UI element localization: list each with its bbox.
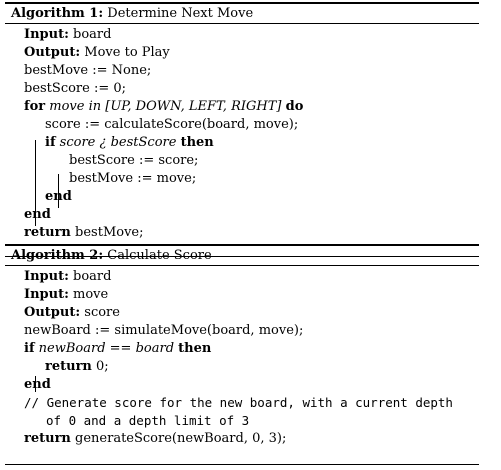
return-zero-line — [5, 358, 479, 376]
caption-title: Determine Next Move — [107, 6, 254, 21]
bottom-rule — [5, 464, 479, 465]
algorithm-1 — [5, 2, 479, 257]
init-best-move-line: bestMove := None; — [24, 63, 152, 78]
return-keyword: return — [24, 431, 71, 446]
end-for-line: end — [24, 207, 51, 222]
comment-line: // Generate score for the new board, with a current depth — [24, 395, 453, 410]
input-move-line — [5, 286, 479, 304]
caption-label: Algorithm 1: — [11, 6, 104, 21]
output-value: Move to Play — [84, 45, 170, 60]
if-condition: score ¿ bestScore — [59, 135, 177, 150]
for-keyword: for — [24, 99, 46, 114]
output-keyword: Output: — [24, 45, 81, 60]
algorithm-2 — [5, 244, 479, 465]
for-line — [5, 98, 479, 116]
algorithm-body — [5, 266, 479, 464]
input-keyword: Input: — [24, 269, 69, 284]
return-keyword: return — [24, 225, 71, 240]
if-line — [5, 340, 479, 358]
end-if-line: end — [24, 377, 51, 392]
return-keyword: return — [45, 359, 92, 374]
for-condition: move in [UP, DOWN, LEFT, RIGHT] — [49, 99, 282, 114]
comment-continuation-line: of 0 and a depth limit of 3 — [46, 413, 250, 428]
if-keyword: if — [24, 341, 35, 356]
algorithm-caption — [5, 4, 479, 23]
algorithm-caption — [5, 246, 479, 265]
then-keyword: then — [180, 135, 214, 150]
return-value: bestMove; — [75, 225, 144, 240]
caption-label: Algorithm 2: — [11, 248, 104, 263]
then-keyword: then — [178, 341, 212, 356]
return-value: 0; — [96, 359, 109, 374]
if-line — [5, 134, 479, 152]
set-best-move-line: bestMove := move; — [69, 171, 197, 186]
end-if-line: end — [45, 189, 72, 204]
new-board-line: newBoard := simulateMove(board, move); — [24, 323, 304, 338]
return-line — [5, 430, 479, 448]
do-keyword: do — [285, 99, 304, 114]
input-line — [5, 26, 479, 44]
algorithm-body — [5, 24, 479, 256]
init-best-score-line: bestScore := 0; — [24, 81, 127, 96]
if-condition: newBoard == board — [38, 341, 175, 356]
input-keyword: Input: — [24, 27, 69, 42]
output-line — [5, 304, 479, 322]
input-value: move — [73, 287, 109, 302]
output-value: score — [84, 305, 120, 320]
set-best-score-line: bestScore := score; — [69, 153, 199, 168]
input-board-line — [5, 268, 479, 286]
if-keyword: if — [45, 135, 56, 150]
input-value: board — [73, 269, 112, 284]
output-line — [5, 44, 479, 62]
return-line — [5, 224, 479, 242]
input-keyword: Input: — [24, 287, 69, 302]
return-value: generateScore(newBoard, 0, 3); — [75, 431, 287, 446]
output-keyword: Output: — [24, 305, 81, 320]
caption-title: Calculate Score — [107, 248, 212, 263]
score-assign-line: score := calculateScore(board, move); — [45, 117, 299, 132]
input-value: board — [73, 27, 112, 42]
